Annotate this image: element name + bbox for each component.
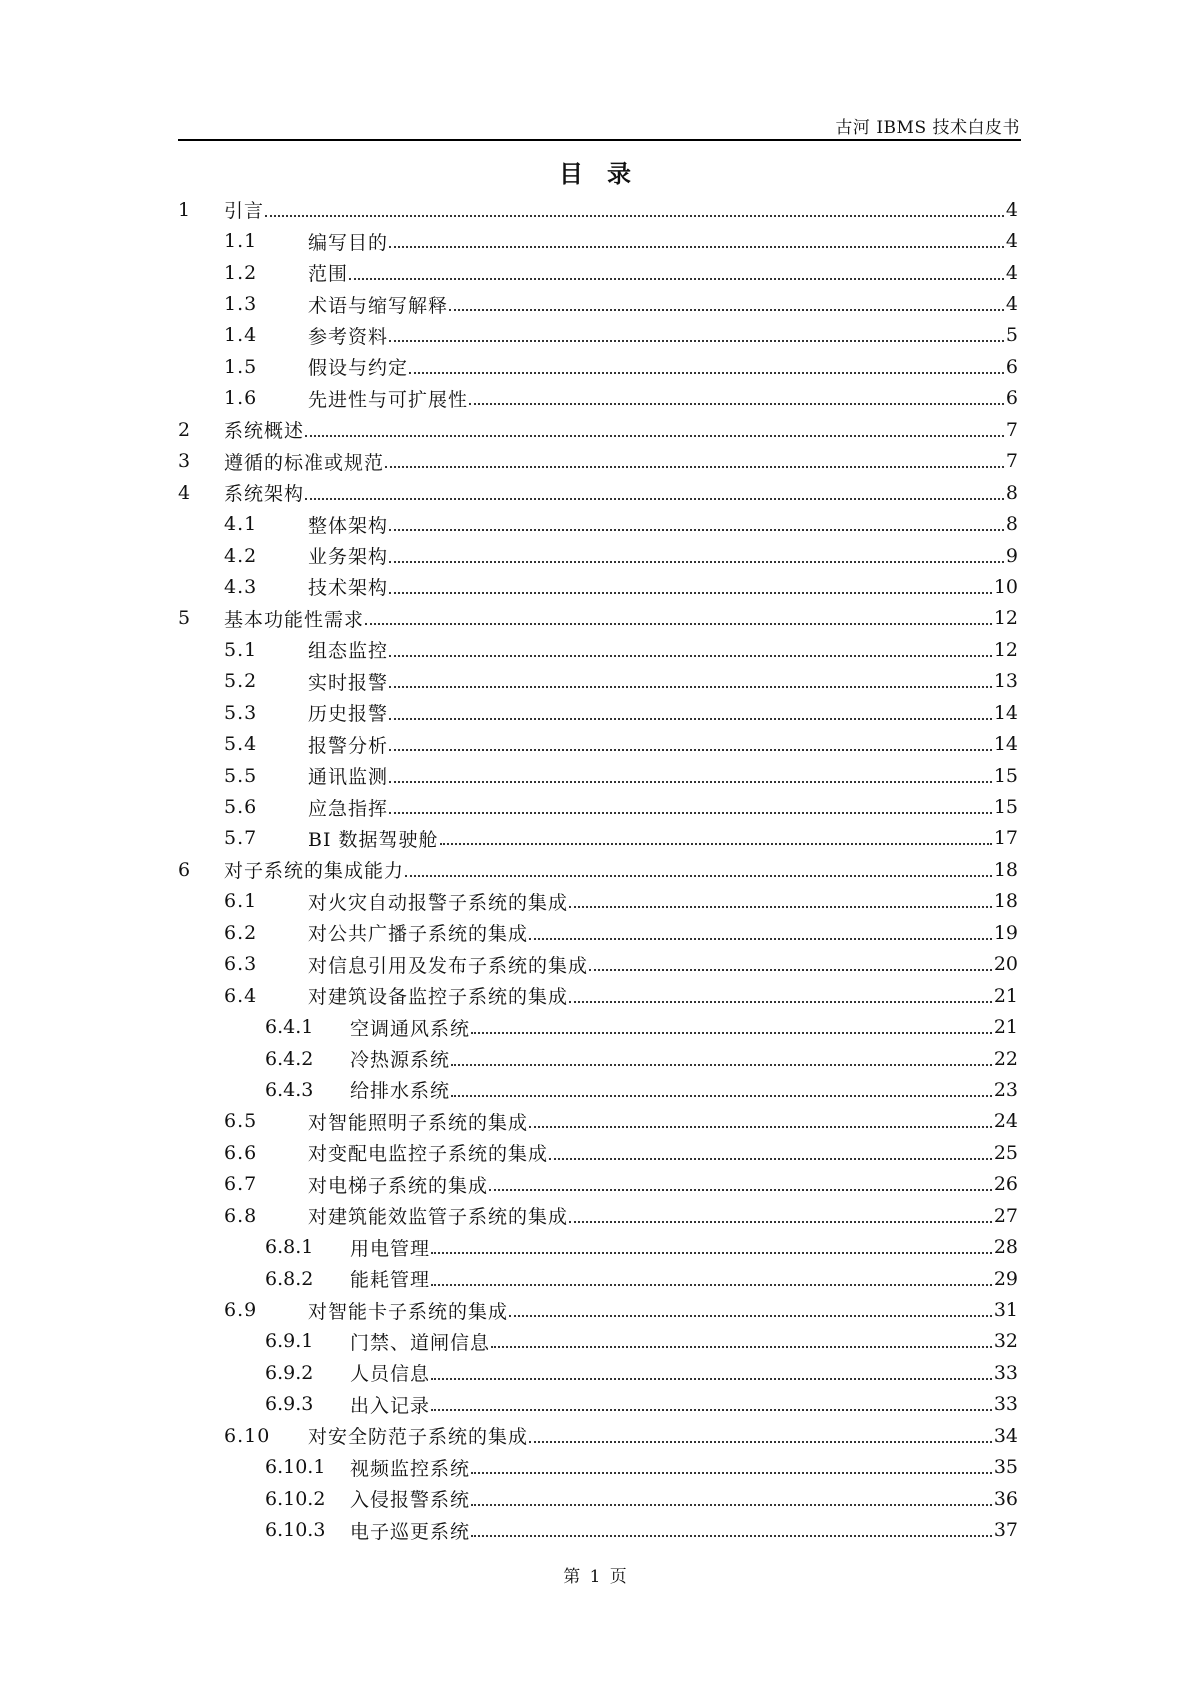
- toc-entry-page: 4: [1005, 261, 1018, 284]
- toc-entry-page: 7: [1005, 450, 1018, 473]
- toc-entry-number: 1.5: [224, 355, 258, 378]
- toc-dot-leader: [365, 623, 992, 625]
- toc-dot-leader: [491, 1346, 992, 1348]
- toc-entry-title: 历史报警: [308, 703, 389, 726]
- toc-entry[interactable]: [178, 1357, 1018, 1388]
- toc-entry-number: 6: [178, 858, 192, 881]
- toc-entry[interactable]: [178, 225, 1018, 256]
- toc-entry-page: 8: [1005, 513, 1018, 536]
- toc-entry-title: 遵循的标准或规范: [224, 451, 385, 474]
- toc-entry-number: 6.4.1: [265, 1016, 314, 1039]
- toc-dot-leader: [389, 749, 992, 751]
- toc-entry-body: [308, 320, 1018, 351]
- table-of-contents: [178, 194, 1018, 1546]
- toc-entry-title: 应急指挥: [308, 797, 389, 820]
- toc-entry-number: 4: [178, 481, 192, 504]
- toc-entry-page: 14: [993, 701, 1018, 724]
- toc-entry-title: 假设与约定: [308, 357, 409, 380]
- toc-entry-number: 6.10.3: [265, 1519, 326, 1542]
- toc-entry-number: 6.2: [224, 921, 258, 944]
- toc-entry-body: [350, 1357, 1018, 1388]
- toc-entry-body: [350, 1452, 1018, 1483]
- toc-entry-title: 给排水系统: [350, 1080, 451, 1103]
- toc-entry-page: 18: [993, 858, 1018, 881]
- toc-entry-page: 33: [993, 1393, 1018, 1416]
- toc-entry-number: 3: [178, 450, 192, 473]
- toc-entry[interactable]: [178, 666, 1018, 697]
- toc-entry-number: 4.3: [224, 575, 258, 598]
- toc-entry[interactable]: [178, 1420, 1018, 1451]
- toc-entry-body: [308, 886, 1018, 917]
- toc-dot-leader: [265, 215, 1004, 217]
- toc-entry-title: 业务架构: [308, 546, 389, 569]
- toc-dot-leader: [389, 812, 992, 814]
- toc-entry-number: 6.8: [224, 1204, 258, 1227]
- toc-dot-leader: [389, 781, 992, 783]
- toc-entry-title: 对公共广播子系统的集成: [308, 923, 529, 946]
- toc-entry[interactable]: [178, 1326, 1018, 1357]
- toc-dot-leader: [449, 309, 1004, 311]
- toc-entry-body: [308, 728, 1018, 759]
- toc-dot-leader: [389, 592, 992, 594]
- toc-entry[interactable]: [178, 791, 1018, 822]
- toc-dot-leader: [471, 1472, 992, 1474]
- toc-entry-title: 对安全防范子系统的集成: [308, 1426, 529, 1449]
- toc-entry-title: 对建筑设备监控子系统的集成: [308, 986, 569, 1009]
- toc-entry[interactable]: [178, 508, 1018, 539]
- toc-dot-leader: [389, 529, 1004, 531]
- toc-entry[interactable]: [178, 257, 1018, 288]
- toc-entry-body: [224, 194, 1018, 225]
- toc-entry-title: 对电梯子系统的集成: [308, 1174, 489, 1197]
- document-header: 古河 IBMS 技术白皮书: [835, 118, 1020, 138]
- toc-entry-title: 电子巡更系统: [350, 1520, 471, 1543]
- toc-dot-leader: [569, 1001, 992, 1003]
- toc-entry-number: 1.6: [224, 387, 258, 410]
- toc-entry[interactable]: [178, 917, 1018, 948]
- toc-entry-page: 9: [1005, 544, 1018, 567]
- toc-entry-body: [308, 980, 1018, 1011]
- toc-entry-title: 入侵报警系统: [350, 1489, 471, 1512]
- toc-entry-body: [350, 1389, 1018, 1420]
- toc-entry[interactable]: [178, 1043, 1018, 1074]
- toc-entry-body: [308, 697, 1018, 728]
- toc-entry-page: 33: [993, 1361, 1018, 1384]
- toc-entry[interactable]: [178, 383, 1018, 414]
- toc-entry-body: [350, 1514, 1018, 1545]
- toc-entry-body: [308, 225, 1018, 256]
- toc-entry-title: 术语与缩写解释: [308, 294, 449, 317]
- toc-entry[interactable]: [178, 760, 1018, 791]
- toc-dot-leader: [305, 435, 1004, 437]
- toc-entry-number: 6.10: [224, 1424, 271, 1447]
- toc-entry-body: [308, 351, 1018, 382]
- toc-entry-number: 6.8.2: [265, 1267, 314, 1290]
- toc-entry-number: 6.4.3: [265, 1078, 314, 1101]
- toc-entry-number: 5.2: [224, 670, 258, 693]
- toc-entry-number: 6.9.2: [265, 1361, 314, 1384]
- toc-entry-title: 引言: [224, 200, 265, 223]
- toc-entry[interactable]: [178, 1389, 1018, 1420]
- toc-entry-number: 6.7: [224, 1173, 258, 1196]
- toc-entry[interactable]: [178, 320, 1018, 351]
- toc-entry[interactable]: [178, 1169, 1018, 1200]
- toc-entry-page: 25: [993, 1141, 1018, 1164]
- toc-entry-title: 人员信息: [350, 1363, 431, 1386]
- toc-entry-number: 6.3: [224, 953, 258, 976]
- toc-entry-number: 6.9.3: [265, 1393, 314, 1416]
- toc-entry-title: 整体架构: [308, 514, 389, 537]
- toc-entry[interactable]: [178, 571, 1018, 602]
- toc-entry-body: [224, 854, 1018, 885]
- toc-entry-number: 6.1: [224, 890, 258, 913]
- toc-dot-leader: [431, 1409, 992, 1411]
- toc-entry-page: 36: [993, 1487, 1018, 1510]
- toc-entry[interactable]: [178, 1514, 1018, 1545]
- toc-entry-body: [308, 634, 1018, 665]
- toc-entry-title: 报警分析: [308, 734, 389, 757]
- toc-entry-page: 6: [1005, 355, 1018, 378]
- toc-entry-page: 37: [993, 1519, 1018, 1542]
- toc-entry-page: 31: [993, 1299, 1018, 1322]
- toc-entry-page: 20: [993, 953, 1018, 976]
- toc-entry-body: [308, 949, 1018, 980]
- toc-dot-leader: [569, 1221, 992, 1223]
- toc-entry[interactable]: [178, 886, 1018, 917]
- toc-entry-title: 先进性与可扩展性: [308, 388, 469, 411]
- toc-entry[interactable]: [178, 414, 1018, 445]
- toc-entry-page: 27: [993, 1204, 1018, 1227]
- toc-entry[interactable]: [178, 477, 1018, 508]
- toc-entry[interactable]: [178, 728, 1018, 759]
- toc-entry-body: [308, 1137, 1018, 1168]
- toc-entry-title: 对子系统的集成能力: [224, 860, 405, 883]
- toc-dot-leader: [389, 340, 1004, 342]
- toc-entry-title: 技术架构: [308, 577, 389, 600]
- toc-entry-title: 冷热源系统: [350, 1049, 451, 1072]
- toc-entry-page: 4: [1005, 198, 1018, 221]
- toc-entry-title: 组态监控: [308, 640, 389, 663]
- toc-entry-page: 7: [1005, 418, 1018, 441]
- toc-entry[interactable]: [178, 1294, 1018, 1325]
- toc-entry-body: [308, 383, 1018, 414]
- toc-entry-number: 1.2: [224, 261, 258, 284]
- toc-entry-body: [350, 1263, 1018, 1294]
- toc-dot-leader: [489, 1189, 992, 1191]
- toc-entry-title: 系统概述: [224, 420, 305, 443]
- toc-dot-leader: [469, 403, 1004, 405]
- toc-entry-page: 4: [1005, 230, 1018, 253]
- toc-entry-body: [350, 1011, 1018, 1042]
- toc-entry-number: 4.1: [224, 513, 258, 536]
- toc-entry-page: 8: [1005, 481, 1018, 504]
- toc-entry-title: 实时报警: [308, 671, 389, 694]
- toc-entry-title: 对建筑能效监管子系统的集成: [308, 1206, 569, 1229]
- toc-entry-body: [308, 1420, 1018, 1451]
- toc-entry-title: 门禁、道闸信息: [350, 1331, 491, 1354]
- toc-entry-page: 29: [993, 1267, 1018, 1290]
- toc-entry-number: 6.6: [224, 1141, 258, 1164]
- toc-entry-page: 18: [993, 890, 1018, 913]
- toc-entry-page: 12: [993, 638, 1018, 661]
- toc-dot-leader: [451, 1064, 992, 1066]
- toc-entry[interactable]: [178, 1011, 1018, 1042]
- toc-entry-page: 15: [993, 764, 1018, 787]
- toc-entry-number: 6.5: [224, 1110, 258, 1133]
- toc-entry-page: 4: [1005, 293, 1018, 316]
- toc-dot-leader: [471, 1535, 992, 1537]
- toc-dot-leader: [431, 1284, 992, 1286]
- toc-entry[interactable]: [178, 1263, 1018, 1294]
- toc-entry[interactable]: [178, 980, 1018, 1011]
- toc-entry-page: 28: [993, 1236, 1018, 1259]
- toc-entry[interactable]: [178, 854, 1018, 885]
- toc-dot-leader: [569, 906, 992, 908]
- toc-dot-leader: [529, 1441, 992, 1443]
- toc-dot-leader: [385, 466, 1004, 468]
- toc-entry-title: 视频监控系统: [350, 1457, 471, 1480]
- toc-entry-body: [308, 823, 1018, 854]
- toc-dot-leader: [471, 1504, 992, 1506]
- toc-entry[interactable]: [178, 1137, 1018, 1168]
- toc-entry[interactable]: [178, 1200, 1018, 1231]
- toc-entry[interactable]: [178, 540, 1018, 571]
- toc-entry-title: 范围: [308, 263, 349, 286]
- toc-entry-page: 6: [1005, 387, 1018, 410]
- toc-dot-leader: [509, 1315, 992, 1317]
- toc-entry-body: [308, 791, 1018, 822]
- toc-entry-body: [308, 1169, 1018, 1200]
- toc-dot-leader: [389, 246, 1004, 248]
- toc-entry-body: [308, 666, 1018, 697]
- toc-entry-number: 5.6: [224, 796, 258, 819]
- toc-entry[interactable]: [178, 634, 1018, 665]
- toc-dot-leader: [305, 498, 1004, 500]
- toc-entry-body: [308, 1200, 1018, 1231]
- toc-dot-leader: [349, 278, 1004, 280]
- toc-entry-title: 基本功能性需求: [224, 608, 365, 631]
- toc-entry[interactable]: [178, 603, 1018, 634]
- toc-title: 目 录: [559, 160, 631, 188]
- toc-entry-body: [308, 257, 1018, 288]
- toc-entry-page: 24: [993, 1110, 1018, 1133]
- toc-entry-page: 21: [993, 1016, 1018, 1039]
- toc-entry-body: [308, 1294, 1018, 1325]
- toc-entry[interactable]: [178, 288, 1018, 319]
- toc-dot-leader: [589, 969, 992, 971]
- toc-entry-number: 6.10.2: [265, 1487, 326, 1510]
- toc-entry-body: [308, 571, 1018, 602]
- toc-entry-number: 5.4: [224, 733, 258, 756]
- toc-entry-page: 12: [993, 607, 1018, 630]
- toc-dot-leader: [389, 718, 992, 720]
- toc-entry-title: 对信息引用及发布子系统的集成: [308, 954, 589, 977]
- toc-dot-leader: [389, 686, 992, 688]
- toc-entry-page: 19: [993, 921, 1018, 944]
- toc-entry-body: [308, 760, 1018, 791]
- toc-entry-page: 5: [1005, 324, 1018, 347]
- toc-entry[interactable]: [178, 697, 1018, 728]
- toc-entry-page: 14: [993, 733, 1018, 756]
- toc-entry-page: 13: [993, 670, 1018, 693]
- toc-entry-title: 系统架构: [224, 483, 305, 506]
- toc-entry[interactable]: [178, 1452, 1018, 1483]
- header-divider: [178, 139, 1021, 141]
- toc-entry-page: 15: [993, 796, 1018, 819]
- toc-entry-body: [308, 288, 1018, 319]
- toc-entry[interactable]: [178, 949, 1018, 980]
- toc-dot-leader: [471, 1032, 992, 1034]
- toc-dot-leader: [405, 875, 992, 877]
- toc-dot-leader: [409, 372, 1004, 374]
- toc-entry[interactable]: [178, 1074, 1018, 1105]
- toc-entry-number: 1.1: [224, 230, 258, 253]
- toc-entry-page: 10: [993, 575, 1018, 598]
- toc-entry-title: 编写目的: [308, 231, 389, 254]
- toc-entry-title: 对智能卡子系统的集成: [308, 1300, 509, 1323]
- toc-entry-title: 用电管理: [350, 1237, 431, 1260]
- toc-entry-title: 对火灾自动报警子系统的集成: [308, 891, 569, 914]
- toc-entry-body: [350, 1231, 1018, 1262]
- toc-entry-number: 6.8.1: [265, 1236, 314, 1259]
- toc-entry-number: 6.9: [224, 1299, 258, 1322]
- toc-entry-title: 参考资料: [308, 325, 389, 348]
- toc-entry-number: 5.7: [224, 827, 258, 850]
- toc-dot-leader: [389, 561, 1004, 563]
- toc-entry-body: [308, 1106, 1018, 1137]
- toc-entry-page: 34: [993, 1424, 1018, 1447]
- toc-entry-number: 6.9.1: [265, 1330, 314, 1353]
- toc-entry-title: 对变配电监控子系统的集成: [308, 1143, 549, 1166]
- toc-entry-page: 32: [993, 1330, 1018, 1353]
- toc-entry-title: 对智能照明子系统的集成: [308, 1111, 529, 1134]
- toc-entry[interactable]: [178, 1106, 1018, 1137]
- page-footer: 第 1 页: [563, 1567, 627, 1587]
- toc-entry-number: 1.4: [224, 324, 258, 347]
- toc-entry-number: 4.2: [224, 544, 258, 567]
- toc-entry-page: 21: [993, 984, 1018, 1007]
- toc-entry-body: [308, 917, 1018, 948]
- toc-entry-number: 1: [178, 198, 192, 221]
- toc-dot-leader: [529, 938, 992, 940]
- toc-entry-number: 5.3: [224, 701, 258, 724]
- toc-dot-leader: [529, 1126, 992, 1128]
- toc-entry-body: [350, 1043, 1018, 1074]
- toc-entry[interactable]: [178, 1483, 1018, 1514]
- toc-entry-body: [224, 603, 1018, 634]
- toc-entry[interactable]: [178, 1231, 1018, 1262]
- toc-dot-leader: [451, 1095, 992, 1097]
- toc-entry-page: 22: [993, 1047, 1018, 1070]
- toc-entry-page: 35: [993, 1456, 1018, 1479]
- toc-entry-number: 5.5: [224, 764, 258, 787]
- toc-dot-leader: [549, 1158, 992, 1160]
- toc-dot-leader: [431, 1378, 992, 1380]
- toc-entry-number: 5.1: [224, 638, 258, 661]
- toc-entry-number: 6.4.2: [265, 1047, 314, 1070]
- toc-entry-number: 5: [178, 607, 192, 630]
- toc-entry-title: 出入记录: [350, 1394, 431, 1417]
- toc-entry-title: 能耗管理: [350, 1269, 431, 1292]
- toc-entry-title: 通讯监测: [308, 766, 389, 789]
- toc-entry-number: 6.4: [224, 984, 258, 1007]
- toc-entry-body: [350, 1326, 1018, 1357]
- toc-entry-title: BI 数据驾驶舱: [308, 828, 439, 851]
- toc-entry-body: [308, 508, 1018, 539]
- toc-entry-number: 6.10.1: [265, 1456, 326, 1479]
- toc-entry-page: 23: [993, 1078, 1018, 1101]
- toc-entry-body: [224, 446, 1018, 477]
- toc-entry[interactable]: [178, 823, 1018, 854]
- toc-entry-number: 2: [178, 418, 192, 441]
- toc-entry-page: 26: [993, 1173, 1018, 1196]
- toc-entry-body: [308, 540, 1018, 571]
- toc-entry-body: [224, 477, 1018, 508]
- toc-entry[interactable]: [178, 351, 1018, 382]
- toc-dot-leader: [440, 843, 992, 845]
- toc-dot-leader: [431, 1252, 992, 1254]
- toc-entry-page: 17: [993, 827, 1018, 850]
- toc-entry-body: [350, 1074, 1018, 1105]
- toc-entry-body: [224, 414, 1018, 445]
- toc-entry-title: 空调通风系统: [350, 1017, 471, 1040]
- toc-entry[interactable]: [178, 446, 1018, 477]
- toc-dot-leader: [389, 655, 992, 657]
- toc-entry-body: [350, 1483, 1018, 1514]
- toc-entry[interactable]: [178, 194, 1018, 225]
- toc-entry-number: 1.3: [224, 293, 258, 316]
